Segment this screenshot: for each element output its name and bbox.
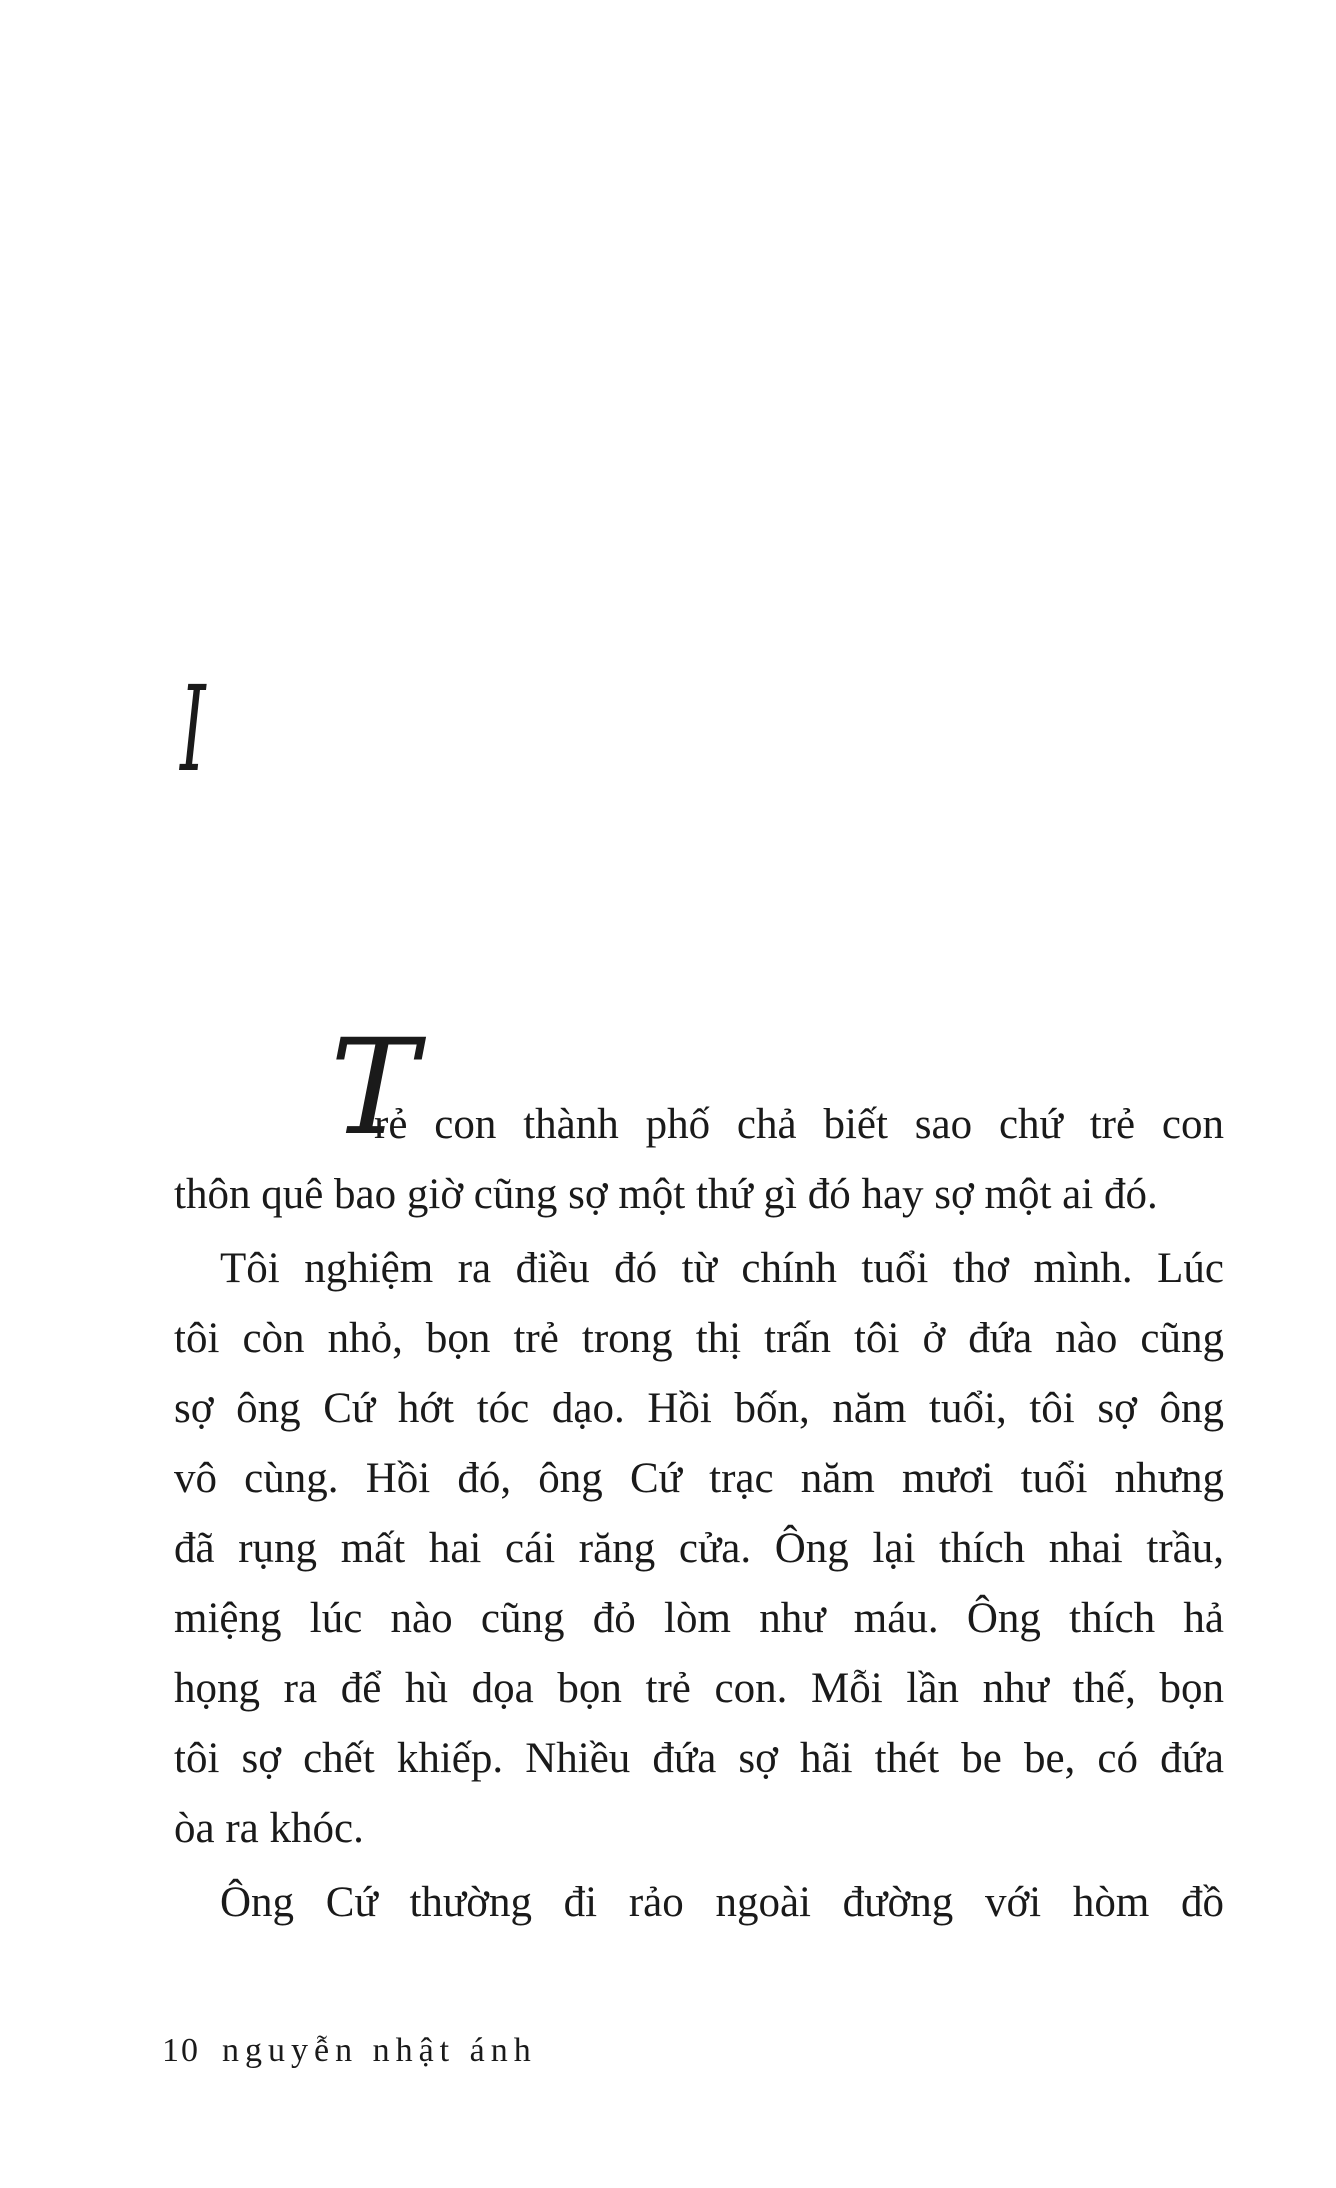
body-text — [174, 1090, 1224, 1938]
author-name: nguyễn nhật ánh — [222, 2032, 537, 2069]
paragraph-2-line-4: vô cùng. Hồi đó, ông Cứ trạc năm mươi tuổi nhưng — [174, 1455, 1224, 1502]
paragraph-2-line-5: đã rụng mất hai cái răng cửa. Ông lại thích nhai trầu, — [174, 1525, 1224, 1572]
paragraph-3-line-1: Ông Cứ thường đi rảo ngoài đường với hòm đồ — [220, 1879, 1224, 1926]
drop-cap: T — [330, 1011, 419, 1165]
page-footer — [162, 2032, 537, 2070]
paragraph-2-line-9: òa ra khóc. — [174, 1805, 364, 1852]
paragraph-2-line-8: tôi sợ chết khiếp. Nhiều đứa sợ hãi thét be be, có đứa — [174, 1735, 1224, 1782]
paragraph-1-line-2: thôn quê bao giờ cũng sợ một thứ gì đó hay sợ một ai đó. — [174, 1171, 1158, 1218]
paragraph-2-line-7: họng ra để hù dọa bọn trẻ con. Mỗi lần như thế, bọn — [174, 1665, 1224, 1712]
paragraph-2-line-3: sợ ông Cứ hớt tóc dạo. Hồi bốn, năm tuổi, tôi sợ ông — [174, 1385, 1224, 1432]
chapter-number: I — [180, 660, 206, 798]
paragraph-1-line-1: rẻ con thành phố chả biết sao chứ trẻ con — [374, 1101, 1224, 1148]
paragraph-2-line-6: miệng lúc nào cũng đỏ lòm như máu. Ông thích hả — [174, 1595, 1224, 1642]
paragraph-2-line-2: tôi còn nhỏ, bọn trẻ trong thị trấn tôi ở đứa nào cũng — [174, 1315, 1224, 1362]
paragraph-2-line-1: Tôi nghiệm ra điều đó từ chính tuổi thơ mình. Lúc — [220, 1245, 1224, 1292]
page-number: 10 — [162, 2032, 200, 2069]
